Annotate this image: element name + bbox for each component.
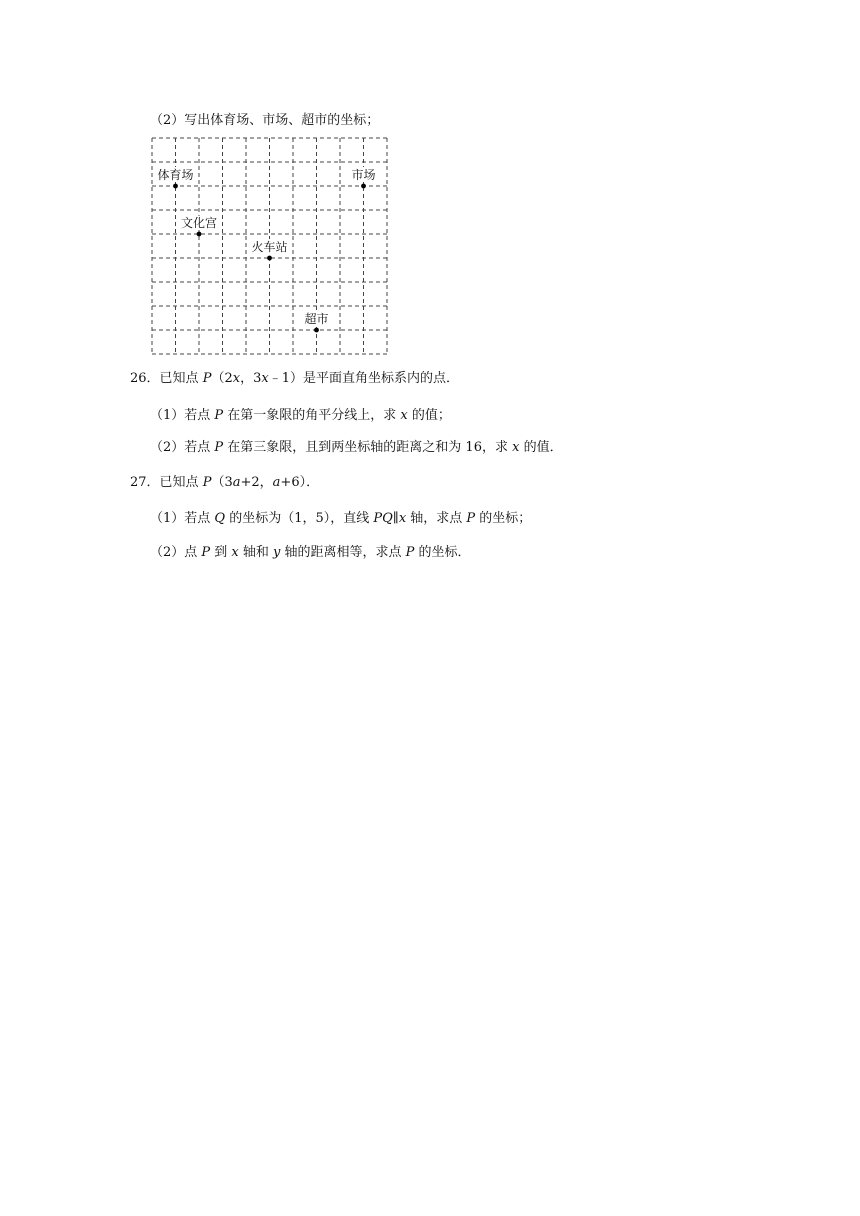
q27-p2-y: y [273, 545, 281, 560]
q26-stem-d: ﹣1）是平面直角坐标系内的点． [268, 371, 459, 386]
q26-stem-a: 已知点 [159, 371, 203, 386]
q27-p1-b: 的坐标为（1，5），直线 [225, 511, 374, 526]
q26-p2-a: （2）若点 [150, 440, 215, 455]
q27-p2-e: 的坐标． [414, 545, 471, 560]
q27-number: 27． [130, 475, 160, 490]
q27-stem [130, 474, 319, 492]
map-grid [140, 130, 400, 365]
q26-number: 26． [130, 371, 160, 386]
q27-p1-a: （1）若点 [150, 511, 215, 526]
place-label: 火车站 [251, 240, 288, 254]
q27-stem-b: （3 [211, 475, 233, 490]
place-point [267, 256, 272, 261]
q27-var-a1: a [232, 475, 241, 490]
q26-var-x1: x [232, 371, 241, 386]
q27-part2 [150, 544, 471, 562]
place-label: 市场 [351, 168, 376, 182]
place-label: 超市 [304, 312, 329, 326]
q27-p2-b: 到 [210, 545, 232, 560]
q26-stem [130, 370, 459, 388]
q27-stem-a: 已知点 [159, 475, 203, 490]
q26-p2-P: P [214, 440, 224, 455]
q27-p1-Q: Q [214, 511, 226, 526]
q27-point-P: P [202, 475, 212, 490]
q27-p2-x: x [231, 545, 239, 560]
q26-p1-b: 在第一象限的角平分线上，求 [223, 408, 401, 423]
q26-p1-a: （1）若点 [150, 408, 215, 423]
q27-p2-P: P [201, 545, 211, 560]
q26-p2-b: 在第三象限，且到两坐标轴的距离之和为 16，求 [223, 440, 513, 455]
q27-var-a2: a [272, 475, 281, 490]
q27-p1-PQ: PQ [373, 511, 393, 526]
q26-stem-b: （2 [211, 371, 233, 386]
q27-part1 [150, 510, 531, 528]
q26-part1 [150, 407, 451, 425]
q27-p2-c: 轴和 [238, 545, 274, 560]
q26-var-x2: x [261, 371, 269, 386]
place-point [173, 184, 178, 189]
q26-point-P: P [202, 371, 212, 386]
place-point [197, 232, 202, 237]
q26-stem-c: ，3 [240, 371, 262, 386]
map-figure [0, 0, 860, 400]
q27-p1-d: 轴，求点 [406, 511, 467, 526]
q26-part2 [150, 439, 563, 457]
place-label: 文化宫 [180, 216, 218, 230]
q27-p2-d: 轴的距离相等，求点 [280, 545, 406, 560]
q25-part2-text: （2）写出体育场、市场、超市的坐标； [150, 113, 380, 128]
place-label: 体育场 [157, 168, 194, 182]
q27-p1-x: x [398, 511, 407, 526]
q27-p1-parallel: ∥ [392, 511, 399, 526]
q26-p1-P: P [214, 408, 224, 423]
q27-p1-P: P [466, 511, 476, 526]
q26-p1-x: x [400, 408, 408, 423]
place-point [361, 184, 366, 189]
q27-stem-d: +6）． [280, 475, 320, 490]
q27-stem-c: +2， [240, 475, 273, 490]
q27-p1-e: 的坐标； [475, 511, 532, 526]
q26-p1-c: 的值； [407, 408, 451, 423]
place-point [314, 328, 319, 333]
q27-p2-P2: P [405, 545, 415, 560]
q26-p2-c: 的值． [519, 440, 563, 455]
q27-p2-a: （2）点 [150, 545, 202, 560]
q26-p2-x: x [512, 440, 520, 455]
